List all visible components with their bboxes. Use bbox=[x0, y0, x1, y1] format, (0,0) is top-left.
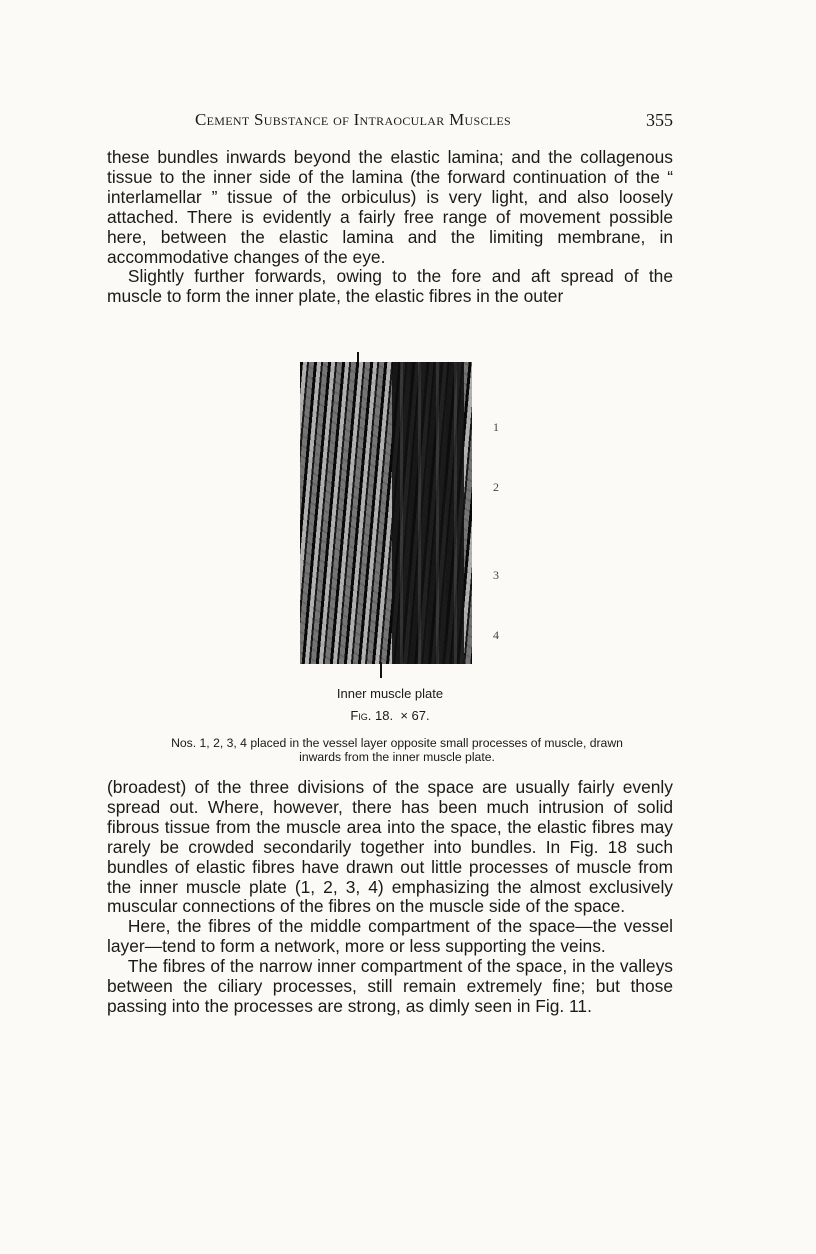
text-block-top bbox=[107, 148, 673, 307]
running-title: Cement Substance of Intraocular Muscles bbox=[195, 110, 511, 129]
figure-label-2: 2 bbox=[493, 480, 499, 494]
paragraph: (broadest) of the three divisions of the space are usually fairly evenly spread out. Where, however, there has been much intrusion of solid fibrous tissue from the muscle area into the space, the elastic fibres may rarely be crowded secondarily together into bundles. In Fig. 18 such bundles of elastic fibres have drawn out little processes of muscle from the inner muscle plate (1, 2, 3, 4) emphasizing the almost exclusively muscular connections of the fibres on the muscle side of the space. bbox=[107, 777, 673, 917]
figure-number-line bbox=[107, 708, 673, 723]
figure-number: Fig. 18. bbox=[350, 708, 394, 723]
page-number: 355 bbox=[646, 110, 673, 130]
paragraph: Here, the fibres of the middle compartment of the space—the vessel layer—tend to form a network, more or less supporting the veins. bbox=[107, 916, 673, 957]
inner-muscle-plate-band bbox=[392, 362, 464, 664]
text-block-bottom bbox=[107, 778, 673, 1017]
paragraph: Slightly further forwards, owing to the fore and aft spread of the muscle to form the inner plate, the elastic fibres in the outer bbox=[107, 266, 673, 307]
figure-magnification: × 67. bbox=[400, 708, 430, 723]
figure-label-3: 3 bbox=[493, 568, 499, 582]
figure-caption-title: Inner muscle plate bbox=[336, 686, 444, 701]
figure-label-1: 1 bbox=[493, 420, 499, 434]
page-header bbox=[107, 110, 673, 134]
micrograph-image bbox=[300, 362, 472, 664]
figure-legend: Nos. 1, 2, 3, 4 placed in the vessel layer opposite small processes of muscle, drawn inwards from the inner muscle plate. bbox=[171, 736, 623, 764]
figure-18 bbox=[300, 352, 580, 692]
paragraph: these bundles inwards beyond the elastic lamina; and the collagenous tissue to the inner side of the lamina (the forward continuation of the “ interlamellar ” tissue of the orbiculus) is very light, and also loosely attached. There is evidently a fairly free range of movement possible here, between the elastic lamina and the limiting membrane, in accommodative changes of the eye. bbox=[107, 147, 673, 267]
figure-label-4: 4 bbox=[493, 628, 499, 642]
paragraph: The fibres of the narrow inner compartment of the space, in the valleys between the ciliary processes, still remain extremely fine; but those passing into the processes are strong, as dimly seen in Fig. 11. bbox=[107, 956, 673, 1016]
bottom-marker bbox=[380, 662, 382, 678]
